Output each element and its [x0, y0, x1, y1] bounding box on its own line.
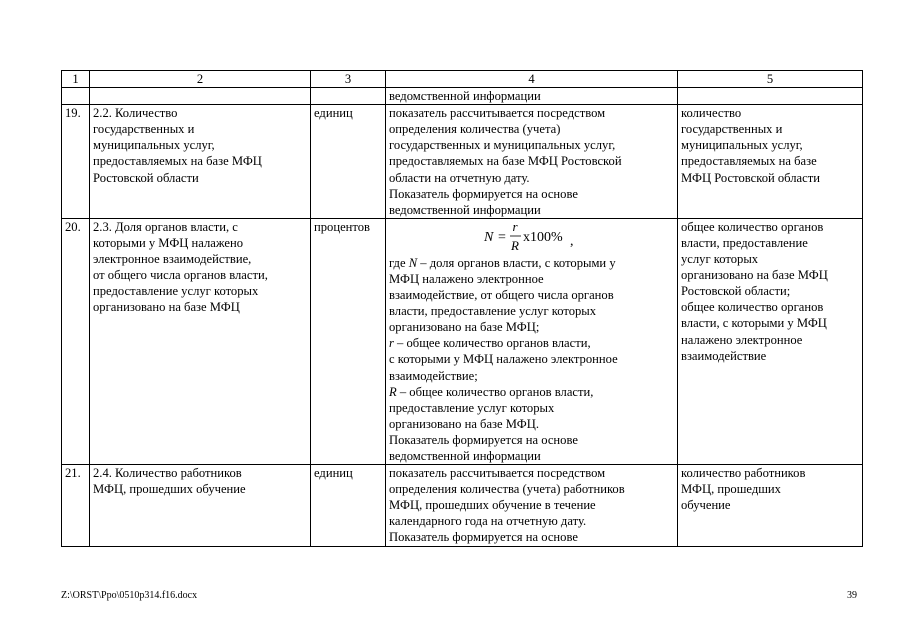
- method-line-text: власти, предоставление услуг которых: [389, 304, 597, 319]
- indicator-name-cell: [90, 218, 311, 464]
- method-line: ведомственной информации: [389, 89, 541, 104]
- method-line: [389, 384, 674, 400]
- method-line: [389, 432, 674, 448]
- base-indicator-line: взаимодействие: [681, 348, 767, 363]
- method-line: [389, 255, 674, 271]
- formula-variable: R: [389, 384, 397, 399]
- formula-numerator: r: [511, 218, 518, 234]
- method-line-text: – доля органов власти, с которыми у: [417, 255, 616, 270]
- method-line: [389, 319, 674, 335]
- method-line: [389, 351, 674, 367]
- footer-file-path: Z:\ORST\Ppo\0510p314.f16.docx: [61, 590, 198, 601]
- indicator-name-line: предоставление услуг которых: [93, 284, 259, 299]
- formula-trail: ,: [569, 233, 573, 249]
- continuation-row: [62, 88, 863, 105]
- method-line-text: ведомственной информации: [389, 448, 541, 463]
- base-indicator-cell: [678, 105, 863, 219]
- row-number-cell: 20.: [62, 218, 90, 464]
- base-indicator-cell: [678, 88, 863, 105]
- method-line: определения количества (учета): [389, 122, 561, 137]
- header-cell: 1: [62, 71, 90, 88]
- indicator-name-line: 2.3. Доля органов власти, с: [93, 219, 238, 234]
- indicator-name-line: от общего числа органов власти,: [93, 268, 268, 283]
- indicator-name-cell: [90, 88, 311, 105]
- header-cell: 3: [311, 71, 386, 88]
- indicator-name-line: Ростовской области: [93, 170, 199, 185]
- row-number-cell: 19.: [62, 105, 90, 219]
- method-line-text: взаимодействие;: [389, 368, 478, 383]
- unit-cell: процентов: [311, 218, 386, 464]
- method-line: Показатель формируется на основе: [389, 530, 578, 545]
- base-indicator-line: муниципальных услуг,: [681, 138, 803, 153]
- formula-variable: r: [389, 336, 394, 351]
- base-indicator-cell: [678, 218, 863, 464]
- indicator-name-line: МФЦ, прошедших обучение: [93, 482, 246, 497]
- unit-cell: единиц: [311, 105, 386, 219]
- header-row: [62, 71, 863, 88]
- base-indicator-line: власти, с которыми у МФЦ: [681, 316, 827, 331]
- method-line: [389, 448, 674, 464]
- base-indicator-line: общее количество органов: [681, 300, 824, 315]
- method-line: показатель рассчитывается посредством: [389, 106, 606, 121]
- method-line: показатель рассчитывается посредством: [389, 466, 606, 481]
- base-indicator-line: МФЦ, прошедших: [681, 482, 781, 497]
- method-lines: [389, 255, 674, 464]
- method-cell: [386, 218, 678, 464]
- indicator-name-line: предоставляемых на базе МФЦ: [93, 154, 262, 169]
- indicator-name-line: которыми у МФЦ налажено: [93, 235, 244, 250]
- formula-variable: N: [408, 255, 418, 270]
- formula-denominator: R: [510, 237, 519, 253]
- formula-suffix: x100%: [522, 229, 563, 245]
- method-line-text: МФЦ налажено электронное: [389, 271, 544, 286]
- method-line-text: Показатель формируется на основе: [389, 432, 578, 447]
- base-indicator-line: МФЦ Ростовской области: [681, 170, 820, 185]
- method-line: [389, 416, 674, 432]
- unit-cell: [311, 88, 386, 105]
- footer-page-number: 39: [847, 590, 857, 601]
- header-cell: 5: [678, 71, 863, 88]
- indicator-name-line: муниципальных услуг,: [93, 138, 215, 153]
- indicator-name-line: государственных и: [93, 122, 195, 137]
- indicator-name-line: 2.4. Количество работников: [93, 466, 242, 481]
- base-indicator-line: количество: [681, 106, 742, 121]
- method-line: [389, 335, 674, 351]
- method-line: [389, 287, 674, 303]
- method-cell: [386, 88, 678, 105]
- base-indicator-line: Ростовской области;: [681, 284, 791, 299]
- base-indicator-line: организовано на базе МФЦ: [681, 268, 828, 283]
- base-indicator-line: государственных и: [681, 122, 783, 137]
- table-row: [62, 218, 863, 464]
- method-line-text: организовано на базе МФЦ.: [389, 416, 539, 431]
- indicator-name-line: электронное взаимодействие,: [93, 252, 252, 267]
- base-indicator-line: предоставляемых на базе: [681, 154, 817, 169]
- method-line-text: с которыми у МФЦ налажено электронное: [389, 352, 618, 367]
- base-indicator-line: общее количество органов: [681, 219, 824, 234]
- formula-lhs: N: [483, 229, 493, 245]
- base-indicator-line: власти, предоставление: [681, 235, 808, 250]
- formula: [389, 219, 674, 255]
- base-indicator-line: налажено электронное: [681, 332, 803, 347]
- indicator-name-line: 2.2. Количество: [93, 106, 178, 121]
- method-line: определения количества (учета) работников: [389, 482, 625, 497]
- base-indicator-line: количество работников: [681, 466, 806, 481]
- indicators-table: [61, 70, 863, 547]
- method-line: [389, 271, 674, 287]
- base-indicator-line: обучение: [681, 498, 731, 513]
- method-line: ведомственной информации: [389, 202, 541, 217]
- method-line: [389, 368, 674, 384]
- indicator-name-cell: [90, 105, 311, 219]
- table-row: [62, 465, 863, 546]
- method-cell: [386, 105, 678, 219]
- formula-equals: =: [497, 229, 506, 245]
- method-line: области на отчетную дату.: [389, 170, 530, 185]
- formula-graphic: [462, 219, 602, 255]
- method-line-text: – общее количество органов власти,: [396, 384, 594, 399]
- method-line-text: – общее количество органов власти,: [393, 336, 591, 351]
- table-row: [62, 105, 863, 219]
- header-cell: 4: [386, 71, 678, 88]
- method-line: предоставляемых на базе МФЦ Ростовской: [389, 154, 622, 169]
- method-line: [389, 303, 674, 319]
- header-cell: 2: [90, 71, 311, 88]
- row-number-cell: [62, 88, 90, 105]
- indicator-name-cell: [90, 465, 311, 546]
- method-line-prefix: где: [389, 255, 409, 270]
- method-line-text: организовано на базе МФЦ;: [389, 320, 540, 335]
- base-indicator-line: услуг которых: [681, 252, 759, 267]
- row-number-cell: 21.: [62, 465, 90, 546]
- unit-cell: единиц: [311, 465, 386, 546]
- method-line: календарного года на отчетную дату.: [389, 514, 587, 529]
- method-line: государственных и муниципальных услуг,: [389, 138, 616, 153]
- method-line-text: предоставление услуг которых: [389, 400, 555, 415]
- method-line: Показатель формируется на основе: [389, 186, 578, 201]
- method-line: МФЦ, прошедших обучение в течение: [389, 498, 596, 513]
- indicator-name-line: организовано на базе МФЦ: [93, 300, 240, 315]
- method-cell: [386, 465, 678, 546]
- method-line: [389, 400, 674, 416]
- base-indicator-cell: [678, 465, 863, 546]
- method-line-text: взаимодействие, от общего числа органов: [389, 288, 614, 303]
